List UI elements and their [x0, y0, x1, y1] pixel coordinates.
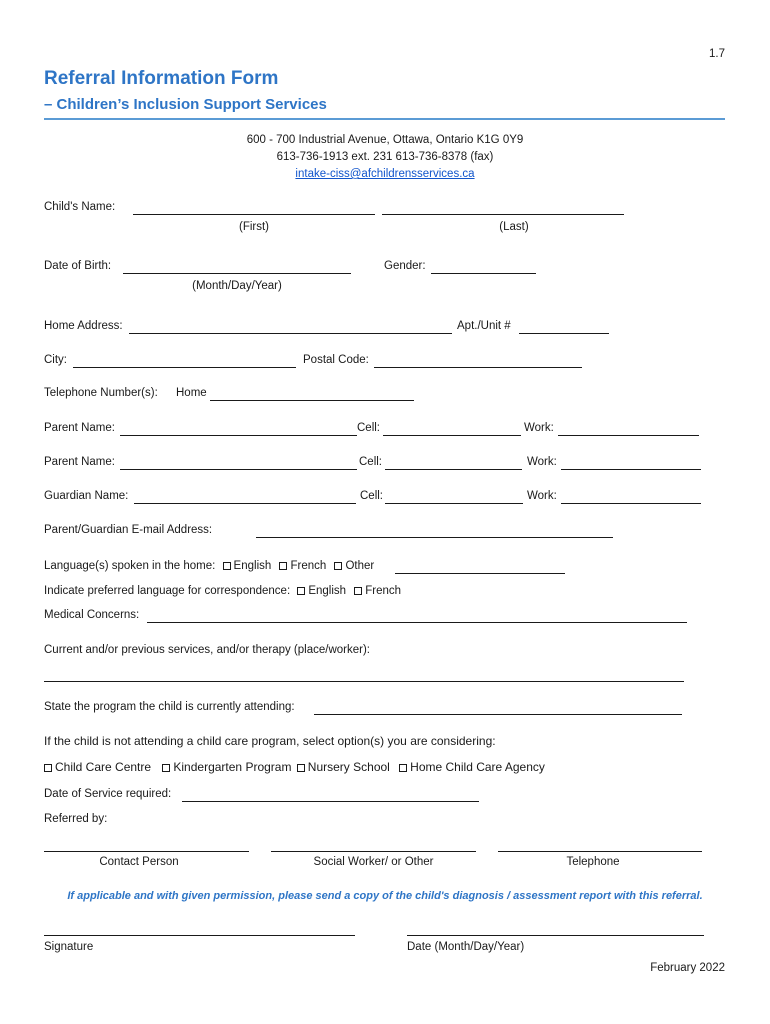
- lang-other-checkbox[interactable]: [334, 562, 342, 570]
- contact-phone: 613-736-1913 ext. 231 613-736-8378 (fax): [276, 151, 494, 163]
- lang-french-label: French: [290, 560, 327, 572]
- header-rule: [44, 118, 725, 120]
- version-number: 1.7: [709, 48, 725, 60]
- signature-field[interactable]: [44, 935, 355, 936]
- home-phone-label: Home: [176, 387, 207, 399]
- date-service-label: Date of Service required:: [44, 788, 172, 800]
- guardian-name-field[interactable]: [134, 503, 356, 504]
- telephone-label: Telephone Number(s):: [44, 387, 158, 399]
- date-signed-caption: Date (Month/Day/Year): [407, 941, 525, 953]
- permission-note: If applicable and with given permission, please send a copy of the child's diagnosis / assessment report with this referral.: [67, 890, 703, 902]
- dob-field[interactable]: [123, 273, 351, 274]
- parent-1-work-field[interactable]: [558, 435, 699, 436]
- telephone-field[interactable]: [498, 851, 702, 852]
- opt-nursery-checkbox[interactable]: [297, 764, 305, 772]
- services-label: Current and/or previous services, and/or therapy (place/worker):: [44, 644, 370, 656]
- parent-1-work-label: Work:: [524, 422, 554, 434]
- parent-2-work-field[interactable]: [561, 469, 701, 470]
- last-caption: (Last): [499, 221, 529, 233]
- corr-english-checkbox[interactable]: [297, 587, 305, 595]
- apt-unit-label: Apt./Unit #: [457, 320, 511, 332]
- postal-code-field[interactable]: [374, 367, 582, 368]
- page-subtitle: – Children’s Inclusion Support Services: [44, 96, 327, 113]
- referred-by-label: Referred by:: [44, 813, 108, 825]
- parent-2-name-label: Parent Name:: [44, 456, 115, 468]
- home-address-label: Home Address:: [44, 320, 123, 332]
- opt-kindergarten-checkbox[interactable]: [162, 764, 170, 772]
- considering-label: If the child is not attending a child care program, select option(s) you are considering:: [44, 734, 496, 748]
- services-field[interactable]: [44, 681, 684, 682]
- opt-home-checkbox[interactable]: [399, 764, 407, 772]
- opt-kindergarten-label: Kindergarten Program: [173, 760, 292, 774]
- opt-centre-label: Child Care Centre: [55, 760, 152, 774]
- city-field[interactable]: [73, 367, 296, 368]
- guardian-work-field[interactable]: [561, 503, 701, 504]
- gender-field[interactable]: [431, 273, 536, 274]
- opt-centre-checkbox[interactable]: [44, 764, 52, 772]
- city-label: City:: [44, 354, 67, 366]
- lang-other-label: Other: [345, 560, 375, 572]
- guardian-work-label: Work:: [527, 490, 557, 502]
- parent-1-name-field[interactable]: [120, 435, 357, 436]
- parent-2-cell-label: Cell:: [359, 456, 383, 468]
- medical-field[interactable]: [147, 622, 687, 623]
- medical-label: Medical Concerns:: [44, 609, 140, 621]
- dob-label: Date of Birth:: [44, 260, 112, 272]
- lang-english-label: English: [233, 560, 272, 572]
- telephone-caption: Telephone: [566, 856, 620, 868]
- guardian-cell-label: Cell:: [360, 490, 384, 502]
- email-label: Parent/Guardian E-mail Address:: [44, 524, 213, 536]
- apt-unit-field[interactable]: [519, 333, 609, 334]
- date-service-field[interactable]: [182, 801, 479, 802]
- home-address-field[interactable]: [129, 333, 452, 334]
- date-signed-field[interactable]: [407, 935, 704, 936]
- parent-1-name-label: Parent Name:: [44, 422, 115, 434]
- footer-date: February 2022: [650, 962, 725, 974]
- signature-caption: Signature: [44, 941, 94, 953]
- childs-name-label: Child's Name:: [44, 201, 116, 213]
- corr-english-label: English: [308, 585, 347, 597]
- home-phone-field[interactable]: [210, 400, 414, 401]
- parent-2-work-label: Work:: [527, 456, 557, 468]
- program-field[interactable]: [314, 714, 682, 715]
- lang-other-field[interactable]: [395, 573, 565, 574]
- parent-2-cell-field[interactable]: [385, 469, 522, 470]
- corr-french-label: French: [365, 585, 402, 597]
- opt-nursery-label: Nursery School: [307, 760, 390, 774]
- social-worker-field[interactable]: [271, 851, 476, 852]
- postal-code-label: Postal Code:: [303, 354, 369, 366]
- program-label: State the program the child is currently attending:: [44, 701, 295, 713]
- parent-1-cell-label: Cell:: [357, 422, 381, 434]
- contact-address: 600 - 700 Industrial Avenue, Ottawa, Ontario K1G 0Y9: [246, 134, 524, 146]
- gender-label: Gender:: [384, 260, 426, 272]
- email-field[interactable]: [256, 537, 613, 538]
- contact-person-caption: Contact Person: [99, 856, 179, 868]
- opt-home-label: Home Child Care Agency: [410, 760, 545, 774]
- last-name-field[interactable]: [382, 214, 624, 215]
- contact-person-field[interactable]: [44, 851, 249, 852]
- parent-1-cell-field[interactable]: [383, 435, 521, 436]
- contact-email-link[interactable]: intake-ciss@afchildrensservices.ca: [295, 168, 475, 180]
- first-caption: (First): [238, 221, 269, 233]
- correspondence-label: Indicate preferred language for correspondence:: [44, 585, 291, 597]
- lang-english-checkbox[interactable]: [223, 562, 231, 570]
- dob-format-caption: (Month/Day/Year): [192, 280, 282, 292]
- social-worker-caption: Social Worker/ or Other: [313, 856, 434, 868]
- parent-2-name-field[interactable]: [120, 469, 357, 470]
- first-name-field[interactable]: [133, 214, 375, 215]
- page-title: Referral Information Form: [44, 68, 279, 89]
- corr-french-checkbox[interactable]: [354, 587, 362, 595]
- guardian-cell-field[interactable]: [385, 503, 523, 504]
- guardian-name-label: Guardian Name:: [44, 490, 129, 502]
- languages-label: Language(s) spoken in the home:: [44, 560, 216, 572]
- lang-french-checkbox[interactable]: [279, 562, 287, 570]
